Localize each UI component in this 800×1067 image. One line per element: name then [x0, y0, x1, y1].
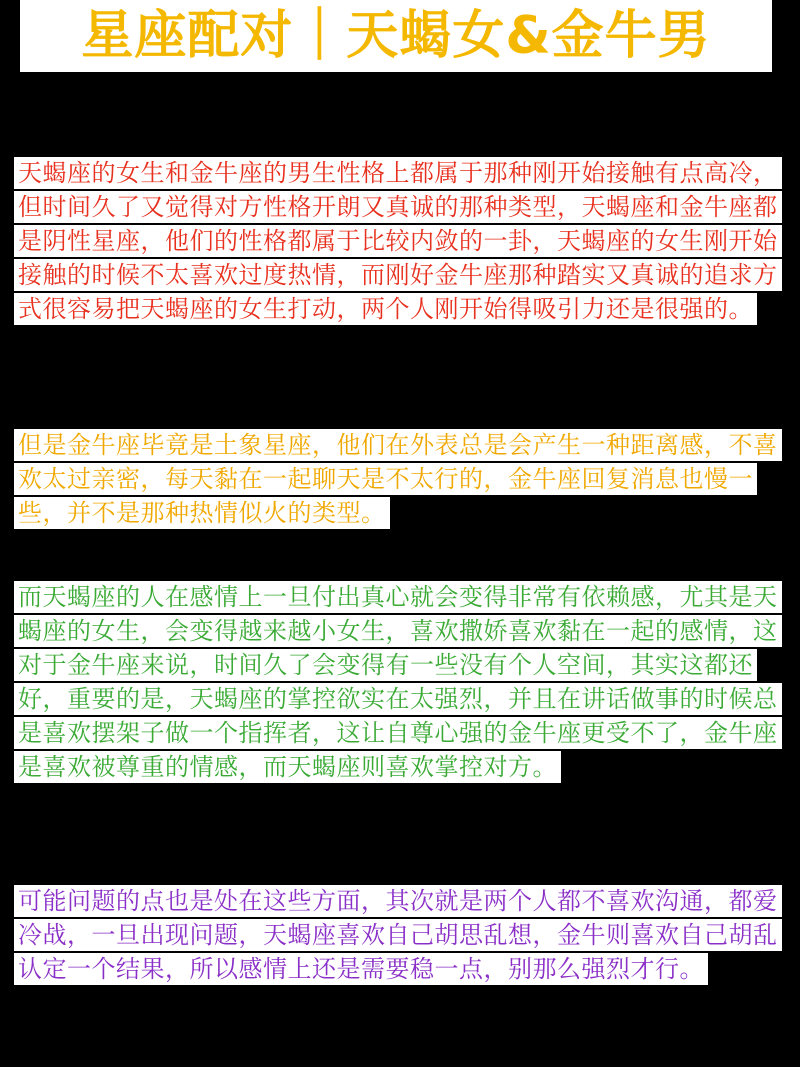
paragraph-2-text: 但是金牛座毕竟是土象星座，他们在外表总是会产生一种距离感，不喜欢太过亲密，每天黏在一起聊天是不太行的，金牛座回复消息也慢一些，并不是那种热情似火的类型。: [14, 429, 782, 529]
paragraph-4-text: 可能问题的点也是处在这些方面，其次就是两个人都不喜欢沟通，都爱冷战，一旦出现问题，天蝎座喜欢自己胡思乱想，金牛则喜欢自己胡乱认定一个结果，所以感情上还是需要稳一点，别那么强烈才行。: [14, 885, 782, 985]
paragraph-1: [14, 156, 778, 326]
paragraph-3-text: 而天蝎座的人在感情上一旦付出真心就会变得非常有依赖感，尤其是天蝎座的女生，会变得越来越小女生，喜欢撒娇喜欢黏在一起的感情，这对于金牛座来说，时间久了会变得有一些没有个人空间，其实这都还好，重要的是，天蝎座的掌控欲实在太强烈，并且在讲话做事的时候总是喜欢摆架子做一个指挥者，这让自尊心强的金牛座更受不了，金牛座是喜欢被尊重的情感，而天蝎座则喜欢掌控对方。: [14, 581, 782, 783]
paragraph-3: [14, 580, 778, 784]
paragraph-1-text: 天蝎座的女生和金牛座的男生性格上都属于那种刚开始接触有点高冷，但时间久了又觉得对方性格开朗又真诚的那种类型，天蝎座和金牛座都是阴性星座，他们的性格都属于比较内敛的一卦，天蝎座的女生刚开始接触的时候不太喜欢过度热情，而刚好金牛座那种踏实又真诚的追求方式很容易把天蝎座的女生打动，两个人刚开始得吸引力还是很强的。: [14, 157, 782, 325]
paragraph-2: [14, 428, 778, 530]
page-title: 星座配对｜天蝎女&金牛男: [81, 6, 711, 66]
title-banner: [20, 0, 772, 72]
paragraph-4: [14, 884, 778, 986]
